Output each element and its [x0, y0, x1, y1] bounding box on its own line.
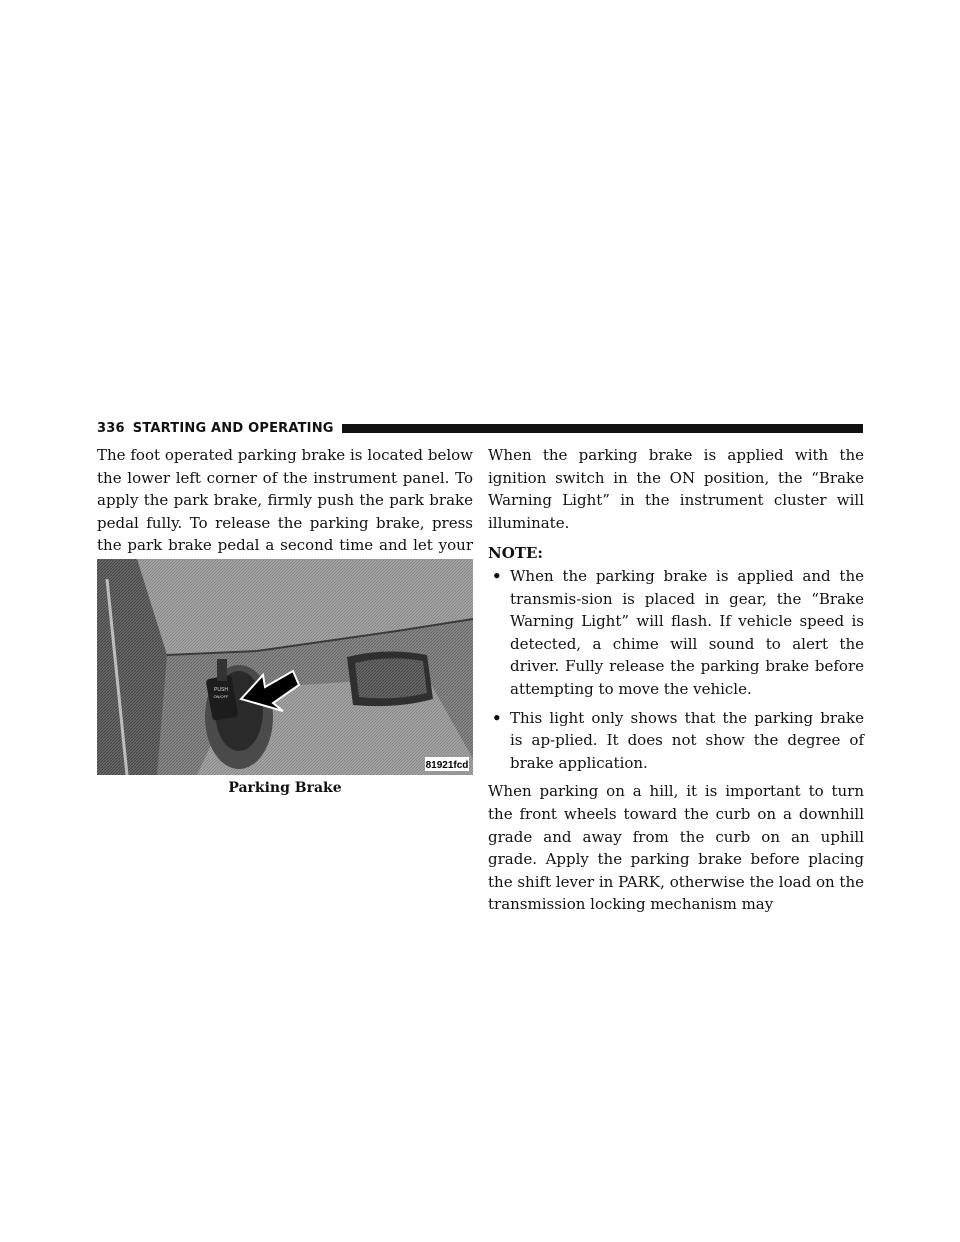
note-list: [488, 565, 864, 774]
list-item: [488, 565, 864, 701]
right-column: [488, 444, 864, 916]
header-rule: [342, 424, 863, 433]
figure-code: 81921fcd: [425, 760, 469, 771]
note-text: When the parking brake is applied and the transmis-sion is placed in gear, the “Brake Warning Light” will flash. If vehicle speed is detected, a chime will sound to alert the driver. Fully release the parking brake before attempting to move the vehicle.: [510, 566, 864, 698]
parking-brake-paragraph: The foot operated parking brake is located below the lower left corner of the instrument panel. To apply the park brake, firmly push the park brake pedal fully. To release the parking brake, press the park brake pedal a second time and let your: [97, 446, 473, 555]
bullet-glyph: •: [492, 708, 502, 727]
warning-light-paragraph: When the parking brake is applied with the ignition switch in the ON position, the “Brake Warning Light” in the instrument cluster will illuminate.: [488, 446, 864, 532]
note-text: This light only shows that the parking brake is ap-plied. It does not show the degree of brake application.: [510, 708, 864, 772]
note-title: NOTE:: [488, 544, 543, 563]
hill-parking-paragraph: When parking on a hill, it is important to turn the front wheels toward the curb on a downhill grade and away from the curb on an uphill grade. Apply the parking brake before placing the shift lever in PARK, otherwise the load on the transmission locking mechanism may: [488, 782, 864, 914]
section-title: STARTING AND OPERATING: [132, 420, 334, 436]
header-text: [97, 421, 334, 436]
parking-brake-illustration: [97, 559, 473, 775]
figure-caption: Parking Brake: [228, 780, 342, 796]
pedal-label-push: PUSH: [214, 687, 228, 693]
page-header: [97, 418, 863, 438]
page-number: 336: [97, 420, 125, 436]
pedal-label-onoff: ON/OFF: [213, 694, 229, 699]
parking-brake-figure: [97, 559, 473, 775]
bullet-glyph: •: [492, 566, 502, 585]
list-item: [488, 707, 864, 775]
